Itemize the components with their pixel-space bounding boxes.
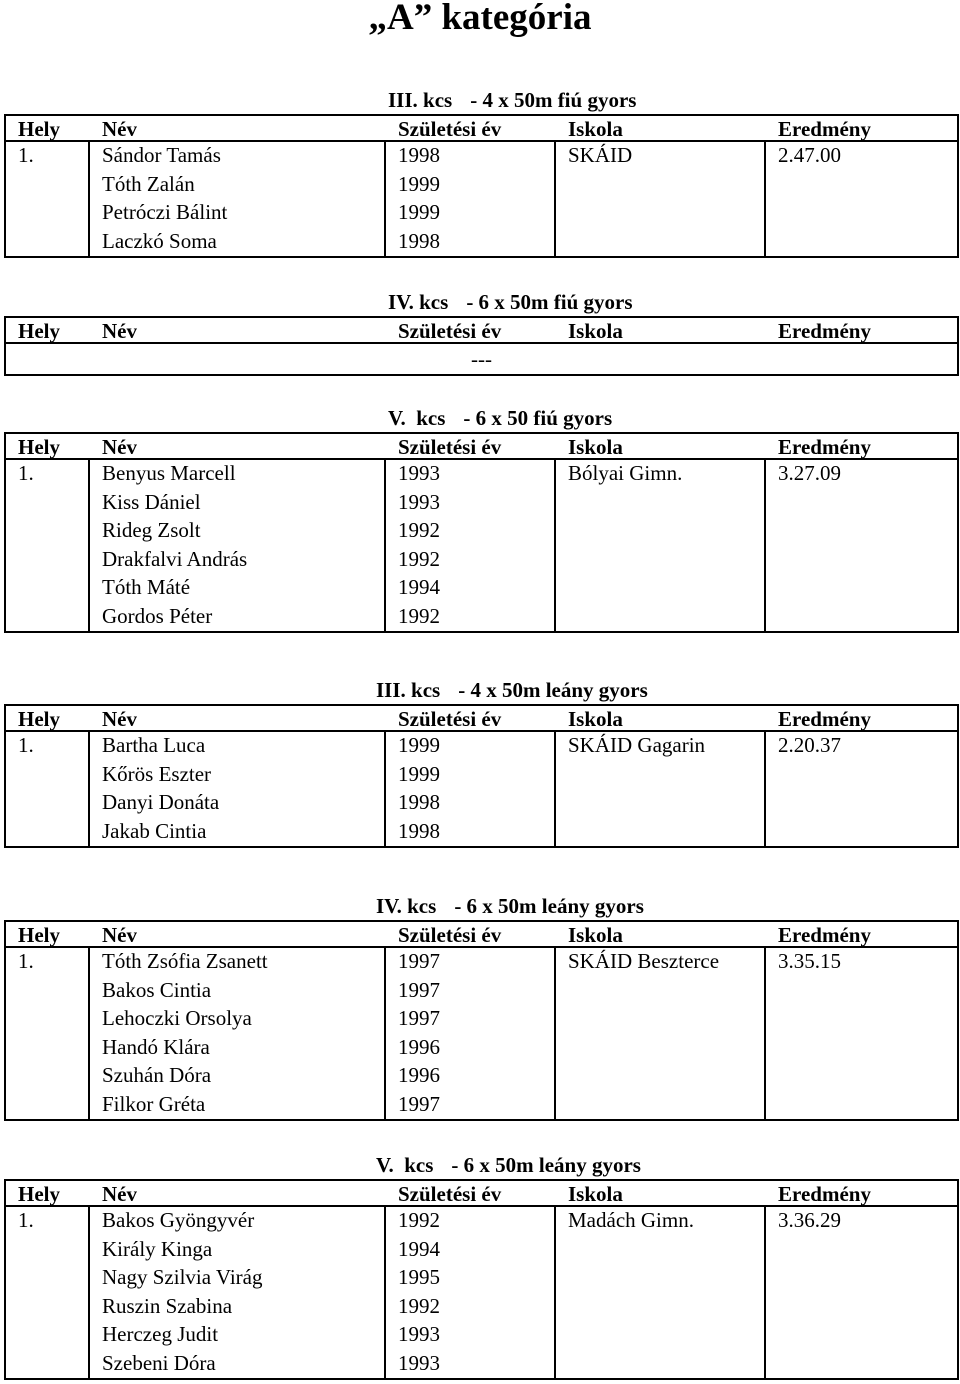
birth-year-cell: 1994 [398, 1236, 440, 1261]
swimmer-name-cell: Bartha Luca [102, 733, 206, 757]
age-group: III. kcs [376, 678, 441, 702]
table-row [6, 732, 957, 761]
birth-year-cell: 1992 [398, 603, 440, 628]
swimmer-name-cell: Király Kinga [102, 1236, 213, 1261]
table-row [6, 1207, 957, 1236]
section-title [388, 288, 633, 316]
swimmer-name-cell: Szuhán Dóra [102, 1063, 212, 1087]
school-cell: SKÁID Beszterce [568, 949, 720, 973]
school-cell: Bólyai Gimn. [568, 461, 683, 485]
birth-year-cell: 1997 [398, 977, 440, 1002]
table-row [6, 1236, 957, 1265]
table-header-row [4, 432, 959, 460]
table-row [6, 948, 957, 977]
birth-year-cell: 1998 [398, 228, 440, 253]
swimmer-name-cell: Danyi Donáta [102, 790, 220, 814]
swimmer-name-cell: Herczeg Judit [102, 1322, 219, 1346]
place-cell: 1. [18, 733, 34, 757]
table-row [6, 1264, 957, 1293]
birth-year-cell: 1998 [398, 143, 440, 167]
table-body [4, 142, 959, 258]
age-group: IV. kcs [376, 894, 437, 918]
table-header-row [4, 114, 959, 142]
column-header-place: Hely [18, 707, 60, 731]
table-row [6, 574, 957, 603]
result-cell: 3.27.09 [778, 461, 841, 485]
page-title: „A” kategória [368, 0, 592, 38]
table-row [6, 1321, 957, 1350]
birth-year-cell: 1992 [398, 546, 440, 571]
table-row [6, 818, 957, 847]
column-header-place: Hely [18, 319, 60, 343]
swimmer-name-cell: Gordos Péter [102, 603, 213, 628]
result-cell: 2.47.00 [778, 143, 841, 167]
column-header-name: Név [102, 435, 137, 459]
result-cell: 3.35.15 [778, 949, 841, 973]
swimmer-name-cell: Handó Klára [102, 1034, 210, 1059]
birth-year-cell: 1997 [398, 1091, 440, 1116]
swimmer-name-cell: Laczkó Soma [102, 228, 217, 253]
table-row [6, 171, 957, 200]
place-cell: 1. [18, 461, 34, 485]
age-group: III. kcs [388, 88, 453, 112]
swimmer-name-cell: Kiss Dániel [102, 489, 201, 514]
swimmer-name-cell: Kőrös Eszter [102, 761, 212, 786]
swimmer-name-cell: Szebeni Dóra [102, 1350, 216, 1375]
column-header-school: Iskola [568, 1182, 623, 1206]
birth-year-cell: 1997 [398, 949, 440, 973]
swimmer-name-cell: Tóth Máté [102, 575, 191, 599]
column-header-place: Hely [18, 117, 60, 141]
event-name: - 6 x 50m fiú gyors [466, 290, 633, 314]
table-row [6, 517, 957, 546]
school-cell: SKÁID Gagarin [568, 733, 706, 757]
results-table [4, 704, 959, 848]
table-row [6, 1005, 957, 1034]
birth-year-cell: 1999 [398, 171, 440, 196]
swimmer-name-cell: Rideg Zsolt [102, 518, 201, 542]
birth-year-cell: 1995 [398, 1265, 440, 1289]
table-row [6, 1034, 957, 1063]
swimmer-name-cell: Drakfalvi András [102, 546, 248, 571]
results-table [4, 920, 959, 1121]
column-header-year: Születési év [398, 707, 502, 731]
result-cell: 3.36.29 [778, 1208, 841, 1232]
place-cell: 1. [18, 1208, 34, 1232]
birth-year-cell: 1996 [398, 1063, 440, 1087]
table-row [6, 1350, 957, 1379]
swimmer-name-cell: Sándor Tamás [102, 143, 221, 167]
column-header-year: Születési év [398, 923, 502, 947]
section-title [376, 676, 648, 704]
swimmer-name-cell: Bakos Cintia [102, 977, 212, 1002]
table-body [4, 344, 959, 376]
event-name: - 6 x 50 fiú gyors [463, 406, 613, 430]
section-title [388, 404, 612, 432]
birth-year-cell: 1999 [398, 200, 440, 224]
table-header-row [4, 316, 959, 344]
table-row [6, 1062, 957, 1091]
event-name: - 4 x 50m fiú gyors [470, 88, 637, 112]
birth-year-cell: 1998 [398, 818, 440, 843]
column-header-result: Eredmény [778, 707, 871, 731]
column-header-year: Születési év [398, 117, 502, 141]
table-body [4, 948, 959, 1121]
column-header-name: Név [102, 707, 137, 731]
column-header-name: Név [102, 923, 137, 947]
swimmer-name-cell: Benyus Marcell [102, 461, 236, 485]
birth-year-cell: 1999 [398, 761, 440, 786]
swimmer-name-cell: Bakos Gyöngyvér [102, 1208, 255, 1232]
age-group: V. kcs [388, 406, 446, 430]
table-row [6, 460, 957, 489]
swimmer-name-cell: Filkor Gréta [102, 1091, 206, 1116]
swimmer-name-cell: Petróczi Bálint [102, 200, 228, 224]
swimmer-name-cell: Nagy Szilvia Virág [102, 1265, 263, 1289]
column-header-result: Eredmény [778, 319, 871, 343]
table-row [6, 789, 957, 818]
column-header-school: Iskola [568, 435, 623, 459]
no-results-text: --- [471, 347, 492, 371]
table-row [6, 603, 957, 632]
swimmer-name-cell: Lehoczki Orsolya [102, 1006, 252, 1030]
birth-year-cell: 1993 [398, 1350, 440, 1375]
results-table [4, 114, 959, 258]
place-cell: 1. [18, 949, 34, 973]
table-row [6, 228, 957, 257]
table-header-row [4, 1179, 959, 1207]
column-header-name: Név [102, 319, 137, 343]
table-header-row [4, 704, 959, 732]
table-body [4, 732, 959, 848]
birth-year-cell: 1992 [398, 1293, 440, 1318]
column-header-year: Születési év [398, 435, 502, 459]
school-cell: Madách Gimn. [568, 1208, 694, 1232]
swimmer-name-cell: Tóth Zsófia Zsanett [102, 949, 268, 973]
section-title [388, 86, 636, 114]
school-cell: SKÁID [568, 143, 633, 167]
column-header-school: Iskola [568, 319, 623, 343]
results-table [4, 316, 959, 376]
birth-year-cell: 1992 [398, 518, 440, 542]
column-header-year: Születési év [398, 319, 502, 343]
birth-year-cell: 1993 [398, 461, 440, 485]
column-header-school: Iskola [568, 117, 623, 141]
column-header-result: Eredmény [778, 117, 871, 141]
column-header-place: Hely [18, 435, 60, 459]
result-cell: 2.20.37 [778, 733, 841, 757]
table-row [6, 977, 957, 1006]
table-body [4, 460, 959, 633]
birth-year-cell: 1992 [398, 1208, 440, 1232]
birth-year-cell: 1994 [398, 575, 440, 599]
section-title [376, 892, 644, 920]
swimmer-name-cell: Jakab Cintia [102, 818, 207, 843]
column-header-result: Eredmény [778, 435, 871, 459]
column-header-place: Hely [18, 1182, 60, 1206]
swimmer-name-cell: Ruszin Szabina [102, 1293, 233, 1318]
table-row [6, 1293, 957, 1322]
column-header-name: Név [102, 1182, 137, 1206]
age-group: V. kcs [376, 1153, 434, 1177]
results-table [4, 432, 959, 633]
column-header-result: Eredmény [778, 1182, 871, 1206]
section-title [376, 1151, 641, 1179]
birth-year-cell: 1996 [398, 1034, 440, 1059]
table-row [6, 1091, 957, 1120]
table-header-row [4, 920, 959, 948]
column-header-school: Iskola [568, 707, 623, 731]
event-name: - 4 x 50m leány gyors [458, 678, 648, 702]
age-group: IV. kcs [388, 290, 449, 314]
column-header-name: Név [102, 117, 137, 141]
birth-year-cell: 1998 [398, 790, 440, 814]
column-header-school: Iskola [568, 923, 623, 947]
place-cell: 1. [18, 143, 34, 167]
table-row [6, 546, 957, 575]
column-header-result: Eredmény [778, 923, 871, 947]
column-header-place: Hely [18, 923, 60, 947]
table-row [6, 489, 957, 518]
table-body [4, 1207, 959, 1380]
birth-year-cell: 1999 [398, 733, 440, 757]
birth-year-cell: 1993 [398, 1322, 440, 1346]
swimmer-name-cell: Tóth Zalán [102, 171, 195, 196]
table-row [6, 142, 957, 171]
table-row [6, 761, 957, 790]
table-row [6, 199, 957, 228]
results-table [4, 1179, 959, 1380]
event-name: - 6 x 50m leány gyors [451, 1153, 641, 1177]
column-header-year: Születési év [398, 1182, 502, 1206]
event-name: - 6 x 50m leány gyors [454, 894, 644, 918]
birth-year-cell: 1993 [398, 489, 440, 514]
birth-year-cell: 1997 [398, 1006, 440, 1030]
